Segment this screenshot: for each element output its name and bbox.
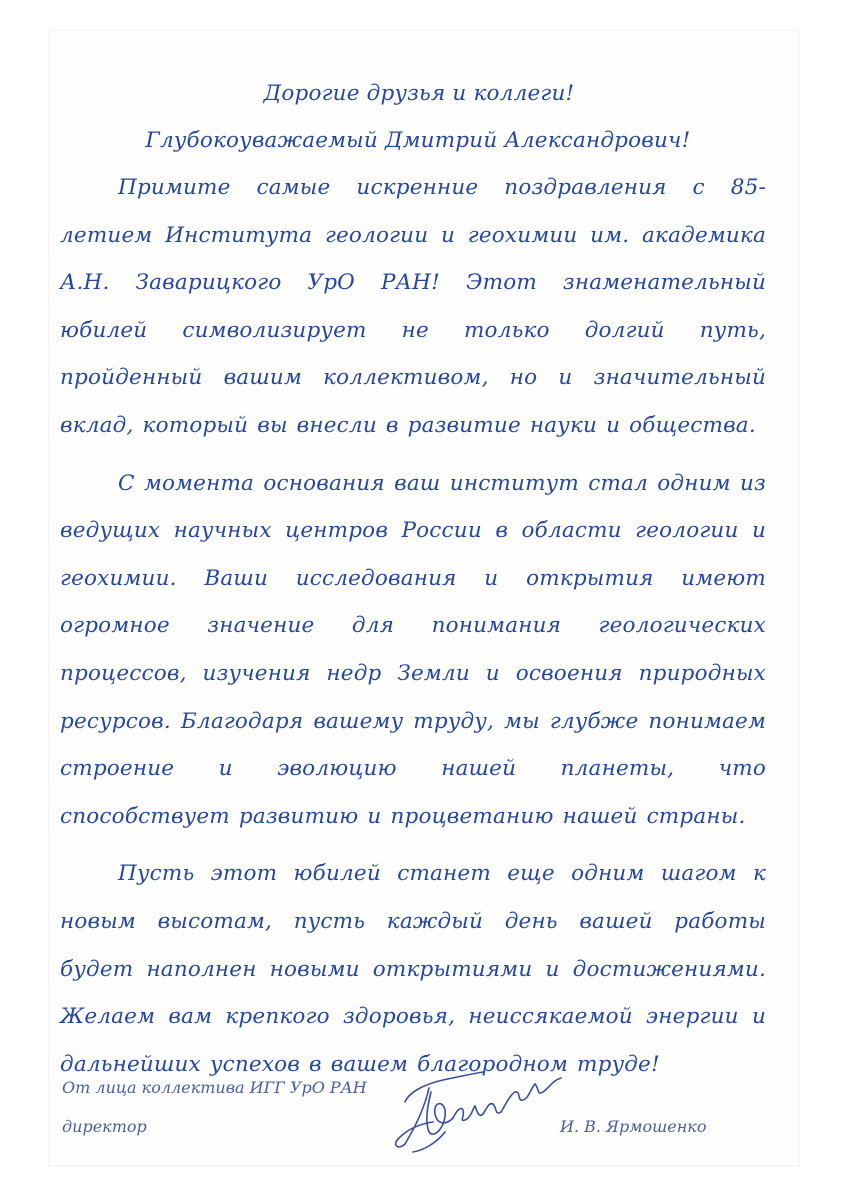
handwritten-signature [385, 1062, 575, 1154]
greeting-line-1: Дорогие друзья и коллеги! [263, 81, 575, 106]
signature-position: директор [62, 1117, 147, 1136]
paragraph-1: Примите самые искренние поздравления с 85-летием Института геологии и геохимии им. академика А.Н. Заварицкого УрО РАН! Этот знаменательный юбилей символизирует не только долгий путь, пройденный вашим коллективом, но и значительный вклад, который вы внесли в развитие науки и общества. [60, 175, 766, 438]
signature-name: И. В. Ярмошенко [560, 1117, 707, 1136]
paragraph-2: С момента основания ваш институт стал одним из ведущих научных центров России в области геологии и геохимии. Ваши исследования и открытия имеют огромное значение для понимания геологических процессов, изучения недр Земли и освоения природных ресурсов. Благодаря вашему труду, мы глубже понимаем строение и эволюцию нашей планеты, что способствует развитию и процветанию нашей страны. [60, 470, 766, 829]
signature-organization: От лица коллектива ИГГ УрО РАН [62, 1078, 367, 1097]
letter-body [60, 70, 766, 1088]
greeting-line-2: Глубокоуважаемый Дмитрий Александрович! [145, 128, 691, 153]
paragraph-3: Пусть этот юбилей станет еще одним шагом к новым высотам, пусть каждый день вашей работы будет наполнен новыми открытиями и достижениями. Желаем вам крепкого здоровья, неиссякаемой энергии и дальнейших успехов в вашем благородном труде! [60, 861, 766, 1077]
